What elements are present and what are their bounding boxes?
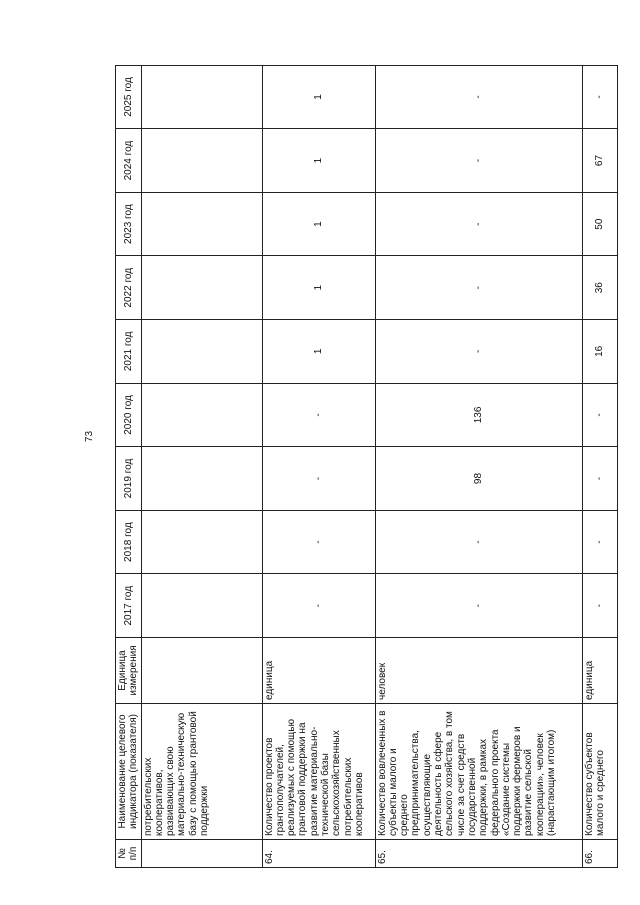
table-row [582,65,617,867]
row-value: - [375,65,582,129]
row-value [141,192,262,256]
header-unit: Единица измерения [116,638,142,704]
rotated-page [115,68,635,868]
row-value [141,447,262,511]
row-value: - [582,510,617,574]
row-value: 1 [262,192,375,256]
row-unit: единица [582,638,617,704]
row-value [141,383,262,447]
row-name: Количество проектов грантополучателей, реализуемых с помощью грантовой поддержки на развитие материально-технической базы сельскохозяйственных потребительских кооперативов [262,704,375,840]
header-year: 2019 год [116,447,142,511]
row-value [141,256,262,320]
row-value: 1 [262,320,375,384]
row-idx: 66. [582,840,617,868]
row-value: - [375,256,582,320]
row-value: - [582,383,617,447]
row-value [141,320,262,384]
row-value: - [262,383,375,447]
table-row [141,65,262,867]
header-name: Наименование целевого индикатора (показателя) [116,704,142,840]
table-row [262,65,375,867]
header-idx: № п/п [116,840,142,868]
row-value: - [582,574,617,638]
row-value: - [262,447,375,511]
header-year: 2017 год [116,574,142,638]
row-value: - [375,320,582,384]
row-value: 50 [582,192,617,256]
row-value: - [262,574,375,638]
header-year: 2021 год [116,320,142,384]
header-year: 2020 год [116,383,142,447]
header-year: 2023 год [116,192,142,256]
row-value [141,65,262,129]
row-unit: человек [375,638,582,704]
row-value: 1 [262,65,375,129]
row-value: 67 [582,129,617,193]
table-header-row [116,65,142,867]
row-value [141,574,262,638]
row-value: 1 [262,129,375,193]
row-value [141,510,262,574]
row-value: 98 [375,447,582,511]
row-unit [141,638,262,704]
table-row [375,65,582,867]
row-value: 36 [582,256,617,320]
header-year: 2025 год [116,65,142,129]
row-idx: 64. [262,840,375,868]
row-name: Количество вовлеченных в субъекты малого и среднего предпринимательства, осуществляющие деятельность в сфере сельского хозяйства, в том числе за счет средств государственной поддержки, в рамках федерального проекта «Создание системы поддержки фермеров и развитие сельской кооперации», человек (нарастающим итогом) [375,704,582,840]
row-value: - [375,129,582,193]
row-value: - [375,574,582,638]
page-number: 73 [84,430,96,443]
header-year: 2018 год [116,510,142,574]
row-value: - [375,192,582,256]
row-idx: 65. [375,840,582,868]
row-unit: единица [262,638,375,704]
header-year: 2024 год [116,129,142,193]
row-value: - [375,510,582,574]
row-idx [141,840,262,868]
row-value [141,129,262,193]
indicator-table [115,65,618,868]
row-value: - [582,447,617,511]
row-value: 1 [262,256,375,320]
row-value: - [262,510,375,574]
row-value: 136 [375,383,582,447]
row-value: 16 [582,320,617,384]
row-name: Количество субъектов малого и среднего [582,704,617,840]
row-value: - [582,65,617,129]
header-year: 2022 год [116,256,142,320]
row-name: потребительских кооперативов, развивающих свою материально-техническую базу с помощью грантовой поддержки [141,704,262,840]
